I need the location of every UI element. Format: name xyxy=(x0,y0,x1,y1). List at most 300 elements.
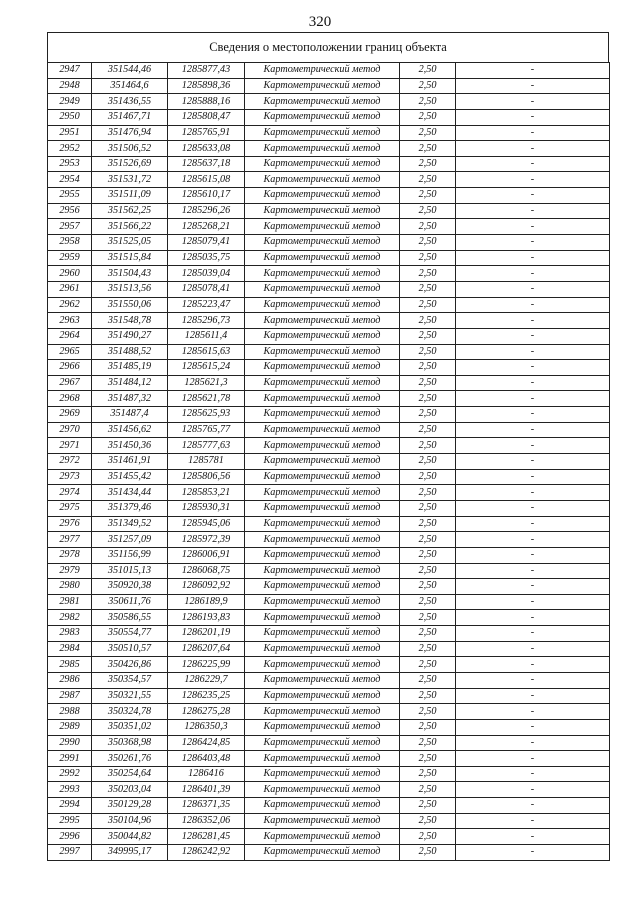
accuracy-cell: 2,50 xyxy=(400,109,456,125)
table-row xyxy=(48,328,610,344)
method-cell: Картометрический метод xyxy=(245,735,400,751)
method-cell: Картометрический метод xyxy=(245,109,400,125)
table-row xyxy=(48,454,610,470)
coordinate-y-cell: 1285615,24 xyxy=(168,360,245,376)
dash-cell: - xyxy=(456,250,610,266)
table-row xyxy=(48,563,610,579)
point-number-cell: 2978 xyxy=(48,547,92,563)
method-cell: Картометрический метод xyxy=(245,672,400,688)
point-number-cell: 2951 xyxy=(48,125,92,141)
coordinate-x-cell: 350611,76 xyxy=(92,594,168,610)
method-cell: Картометрический метод xyxy=(245,219,400,235)
method-cell: Картометрический метод xyxy=(245,313,400,329)
point-number-cell: 2971 xyxy=(48,438,92,454)
dash-cell: - xyxy=(456,610,610,626)
method-cell: Картометрический метод xyxy=(245,719,400,735)
coordinate-x-cell: 350044,82 xyxy=(92,829,168,845)
dash-cell: - xyxy=(456,688,610,704)
accuracy-cell: 2,50 xyxy=(400,766,456,782)
point-number-cell: 2956 xyxy=(48,203,92,219)
dash-cell: - xyxy=(456,532,610,548)
table-row xyxy=(48,626,610,642)
accuracy-cell: 2,50 xyxy=(400,547,456,563)
table-row xyxy=(48,219,610,235)
boundary-coordinates-sheet xyxy=(47,32,609,861)
dash-cell: - xyxy=(456,813,610,829)
point-number-cell: 2970 xyxy=(48,422,92,438)
coordinate-y-cell: 1285223,47 xyxy=(168,297,245,313)
coordinate-y-cell: 1285877,43 xyxy=(168,63,245,79)
method-cell: Картометрический метод xyxy=(245,547,400,563)
coordinate-x-cell: 351467,71 xyxy=(92,109,168,125)
coordinate-x-cell: 351349,52 xyxy=(92,516,168,532)
coordinate-x-cell: 351544,46 xyxy=(92,63,168,79)
point-number-cell: 2987 xyxy=(48,688,92,704)
accuracy-cell: 2,50 xyxy=(400,235,456,251)
dash-cell: - xyxy=(456,704,610,720)
table-row xyxy=(48,500,610,516)
point-number-cell: 2963 xyxy=(48,313,92,329)
coordinate-y-cell: 1285268,21 xyxy=(168,219,245,235)
table-row xyxy=(48,94,610,110)
accuracy-cell: 2,50 xyxy=(400,219,456,235)
dash-cell: - xyxy=(456,375,610,391)
method-cell: Картометрический метод xyxy=(245,626,400,642)
accuracy-cell: 2,50 xyxy=(400,485,456,501)
coordinate-x-cell: 350104,96 xyxy=(92,813,168,829)
point-number-cell: 2986 xyxy=(48,672,92,688)
accuracy-cell: 2,50 xyxy=(400,328,456,344)
method-cell: Картометрический метод xyxy=(245,63,400,79)
accuracy-cell: 2,50 xyxy=(400,407,456,423)
accuracy-cell: 2,50 xyxy=(400,172,456,188)
table-row xyxy=(48,407,610,423)
coordinate-x-cell: 351434,44 xyxy=(92,485,168,501)
dash-cell: - xyxy=(456,266,610,282)
coordinate-x-cell: 351476,94 xyxy=(92,125,168,141)
table-row xyxy=(48,250,610,266)
point-number-cell: 2958 xyxy=(48,235,92,251)
page-number: 320 xyxy=(308,14,332,30)
accuracy-cell: 2,50 xyxy=(400,422,456,438)
accuracy-cell: 2,50 xyxy=(400,469,456,485)
coordinate-x-cell: 350426,86 xyxy=(92,657,168,673)
method-cell: Картометрический метод xyxy=(245,422,400,438)
table-row xyxy=(48,281,610,297)
method-cell: Картометрический метод xyxy=(245,375,400,391)
method-cell: Картометрический метод xyxy=(245,94,400,110)
point-number-cell: 2968 xyxy=(48,391,92,407)
coordinate-x-cell: 349995,17 xyxy=(92,845,168,861)
point-number-cell: 2965 xyxy=(48,344,92,360)
dash-cell: - xyxy=(456,782,610,798)
point-number-cell: 2962 xyxy=(48,297,92,313)
table-row xyxy=(48,610,610,626)
dash-cell: - xyxy=(456,594,610,610)
table-row xyxy=(48,438,610,454)
dash-cell: - xyxy=(456,344,610,360)
coordinate-x-cell: 350324,78 xyxy=(92,704,168,720)
table-row xyxy=(48,391,610,407)
coordinate-y-cell: 1286424,85 xyxy=(168,735,245,751)
method-cell: Картометрический метод xyxy=(245,798,400,814)
dash-cell: - xyxy=(456,485,610,501)
point-number-cell: 2957 xyxy=(48,219,92,235)
accuracy-cell: 2,50 xyxy=(400,156,456,172)
accuracy-cell: 2,50 xyxy=(400,313,456,329)
coordinate-x-cell: 350203,04 xyxy=(92,782,168,798)
dash-cell: - xyxy=(456,672,610,688)
coordinate-x-cell: 350261,76 xyxy=(92,751,168,767)
coordinate-y-cell: 1285296,26 xyxy=(168,203,245,219)
coordinate-y-cell: 1285777,63 xyxy=(168,438,245,454)
point-number-cell: 2990 xyxy=(48,735,92,751)
table-row xyxy=(48,672,610,688)
method-cell: Картометрический метод xyxy=(245,563,400,579)
table-row xyxy=(48,156,610,172)
dash-cell: - xyxy=(456,94,610,110)
coordinate-x-cell: 351436,55 xyxy=(92,94,168,110)
dash-cell: - xyxy=(456,156,610,172)
coordinate-y-cell: 1285930,31 xyxy=(168,500,245,516)
method-cell: Картометрический метод xyxy=(245,766,400,782)
coordinate-x-cell: 350321,55 xyxy=(92,688,168,704)
table-row xyxy=(48,751,610,767)
table-row xyxy=(48,297,610,313)
method-cell: Картометрический метод xyxy=(245,297,400,313)
dash-cell: - xyxy=(456,516,610,532)
coordinate-x-cell: 351488,52 xyxy=(92,344,168,360)
accuracy-cell: 2,50 xyxy=(400,845,456,861)
dash-cell: - xyxy=(456,500,610,516)
table-row xyxy=(48,172,610,188)
table-row xyxy=(48,63,610,79)
coordinate-y-cell: 1286275,28 xyxy=(168,704,245,720)
coordinate-y-cell: 1286006,91 xyxy=(168,547,245,563)
coordinate-y-cell: 1285633,08 xyxy=(168,141,245,157)
method-cell: Картометрический метод xyxy=(245,845,400,861)
table-row xyxy=(48,313,610,329)
method-cell: Картометрический метод xyxy=(245,156,400,172)
coordinate-x-cell: 351562,25 xyxy=(92,203,168,219)
dash-cell: - xyxy=(456,328,610,344)
dash-cell: - xyxy=(456,563,610,579)
table-row xyxy=(48,719,610,735)
point-number-cell: 2993 xyxy=(48,782,92,798)
table-row xyxy=(48,203,610,219)
table-row xyxy=(48,109,610,125)
accuracy-cell: 2,50 xyxy=(400,266,456,282)
coordinates-table xyxy=(47,62,610,861)
accuracy-cell: 2,50 xyxy=(400,813,456,829)
table-row xyxy=(48,579,610,595)
coordinate-x-cell: 350920,38 xyxy=(92,579,168,595)
method-cell: Картометрический метод xyxy=(245,141,400,157)
method-cell: Картометрический метод xyxy=(245,407,400,423)
accuracy-cell: 2,50 xyxy=(400,516,456,532)
coordinate-x-cell: 351550,06 xyxy=(92,297,168,313)
coordinate-x-cell: 350368,98 xyxy=(92,735,168,751)
table-row xyxy=(48,516,610,532)
point-number-cell: 2982 xyxy=(48,610,92,626)
point-number-cell: 2950 xyxy=(48,109,92,125)
accuracy-cell: 2,50 xyxy=(400,297,456,313)
method-cell: Картометрический метод xyxy=(245,751,400,767)
coordinate-x-cell: 351515,84 xyxy=(92,250,168,266)
point-number-cell: 2977 xyxy=(48,532,92,548)
coordinate-y-cell: 1285615,08 xyxy=(168,172,245,188)
method-cell: Картометрический метод xyxy=(245,78,400,94)
coordinate-y-cell: 1286416 xyxy=(168,766,245,782)
method-cell: Картометрический метод xyxy=(245,344,400,360)
point-number-cell: 2952 xyxy=(48,141,92,157)
dash-cell: - xyxy=(456,657,610,673)
method-cell: Картометрический метод xyxy=(245,266,400,282)
coordinate-x-cell: 351511,09 xyxy=(92,188,168,204)
accuracy-cell: 2,50 xyxy=(400,719,456,735)
accuracy-cell: 2,50 xyxy=(400,563,456,579)
coordinate-y-cell: 1285610,17 xyxy=(168,188,245,204)
coordinate-x-cell: 350129,28 xyxy=(92,798,168,814)
dash-cell: - xyxy=(456,235,610,251)
table-row xyxy=(48,704,610,720)
table-row xyxy=(48,375,610,391)
dash-cell: - xyxy=(456,641,610,657)
accuracy-cell: 2,50 xyxy=(400,798,456,814)
dash-cell: - xyxy=(456,391,610,407)
method-cell: Картометрический метод xyxy=(245,235,400,251)
dash-cell: - xyxy=(456,203,610,219)
method-cell: Картометрический метод xyxy=(245,594,400,610)
accuracy-cell: 2,50 xyxy=(400,281,456,297)
coordinate-x-cell: 351566,22 xyxy=(92,219,168,235)
dash-cell: - xyxy=(456,766,610,782)
accuracy-cell: 2,50 xyxy=(400,375,456,391)
coordinate-x-cell: 350351,02 xyxy=(92,719,168,735)
dash-cell: - xyxy=(456,281,610,297)
method-cell: Картометрический метод xyxy=(245,782,400,798)
point-number-cell: 2979 xyxy=(48,563,92,579)
accuracy-cell: 2,50 xyxy=(400,657,456,673)
table-row xyxy=(48,766,610,782)
coordinate-y-cell: 1286193,83 xyxy=(168,610,245,626)
coordinate-y-cell: 1286401,39 xyxy=(168,782,245,798)
dash-cell: - xyxy=(456,438,610,454)
dash-cell: - xyxy=(456,579,610,595)
coordinate-x-cell: 351455,42 xyxy=(92,469,168,485)
coordinate-y-cell: 1285781 xyxy=(168,454,245,470)
coordinate-y-cell: 1285945,06 xyxy=(168,516,245,532)
dash-cell: - xyxy=(456,735,610,751)
dash-cell: - xyxy=(456,141,610,157)
method-cell: Картометрический метод xyxy=(245,188,400,204)
accuracy-cell: 2,50 xyxy=(400,672,456,688)
accuracy-cell: 2,50 xyxy=(400,500,456,516)
table-row xyxy=(48,657,610,673)
dash-cell: - xyxy=(456,125,610,141)
table-row xyxy=(48,813,610,829)
coordinate-y-cell: 1285625,93 xyxy=(168,407,245,423)
coordinate-y-cell: 1286350,3 xyxy=(168,719,245,735)
coordinate-y-cell: 1286403,48 xyxy=(168,751,245,767)
point-number-cell: 2959 xyxy=(48,250,92,266)
point-number-cell: 2955 xyxy=(48,188,92,204)
coordinate-y-cell: 1285078,41 xyxy=(168,281,245,297)
point-number-cell: 2992 xyxy=(48,766,92,782)
dash-cell: - xyxy=(456,719,610,735)
coordinate-y-cell: 1285806,56 xyxy=(168,469,245,485)
accuracy-cell: 2,50 xyxy=(400,610,456,626)
point-number-cell: 2949 xyxy=(48,94,92,110)
method-cell: Картометрический метод xyxy=(245,641,400,657)
coordinate-y-cell: 1285898,36 xyxy=(168,78,245,94)
dash-cell: - xyxy=(456,547,610,563)
accuracy-cell: 2,50 xyxy=(400,78,456,94)
table-row xyxy=(48,422,610,438)
coordinate-x-cell: 351257,09 xyxy=(92,532,168,548)
coordinate-y-cell: 1285615,63 xyxy=(168,344,245,360)
accuracy-cell: 2,50 xyxy=(400,63,456,79)
dash-cell: - xyxy=(456,188,610,204)
coordinate-y-cell: 1285621,78 xyxy=(168,391,245,407)
table-row xyxy=(48,188,610,204)
table-row xyxy=(48,141,610,157)
dash-cell: - xyxy=(456,297,610,313)
coordinate-y-cell: 1285808,47 xyxy=(168,109,245,125)
accuracy-cell: 2,50 xyxy=(400,125,456,141)
table-row xyxy=(48,469,610,485)
method-cell: Картометрический метод xyxy=(245,579,400,595)
accuracy-cell: 2,50 xyxy=(400,532,456,548)
point-number-cell: 2974 xyxy=(48,485,92,501)
coordinate-y-cell: 1286189,9 xyxy=(168,594,245,610)
coordinate-y-cell: 1285079,41 xyxy=(168,235,245,251)
coordinate-y-cell: 1286229,7 xyxy=(168,672,245,688)
point-number-cell: 2985 xyxy=(48,657,92,673)
coordinate-x-cell: 351548,78 xyxy=(92,313,168,329)
coordinate-x-cell: 351456,62 xyxy=(92,422,168,438)
method-cell: Картометрический метод xyxy=(245,328,400,344)
coordinate-y-cell: 1286201,19 xyxy=(168,626,245,642)
coordinate-x-cell: 350554,77 xyxy=(92,626,168,642)
coordinate-y-cell: 1285039,04 xyxy=(168,266,245,282)
table-row xyxy=(48,641,610,657)
method-cell: Картометрический метод xyxy=(245,125,400,141)
coordinate-y-cell: 1286225,99 xyxy=(168,657,245,673)
coordinate-x-cell: 351464,6 xyxy=(92,78,168,94)
point-number-cell: 2994 xyxy=(48,798,92,814)
dash-cell: - xyxy=(456,219,610,235)
coordinate-x-cell: 351531,72 xyxy=(92,172,168,188)
coordinates-table-body xyxy=(48,63,610,861)
point-number-cell: 2961 xyxy=(48,281,92,297)
table-row xyxy=(48,782,610,798)
method-cell: Картометрический метод xyxy=(245,704,400,720)
point-number-cell: 2988 xyxy=(48,704,92,720)
point-number-cell: 2996 xyxy=(48,829,92,845)
dash-cell: - xyxy=(456,798,610,814)
point-number-cell: 2972 xyxy=(48,454,92,470)
coordinate-x-cell: 351504,43 xyxy=(92,266,168,282)
coordinate-y-cell: 1286068,75 xyxy=(168,563,245,579)
point-number-cell: 2995 xyxy=(48,813,92,829)
table-row xyxy=(48,688,610,704)
coordinate-x-cell: 351015,13 xyxy=(92,563,168,579)
coordinate-x-cell: 351485,19 xyxy=(92,360,168,376)
accuracy-cell: 2,50 xyxy=(400,391,456,407)
coordinate-x-cell: 351156,99 xyxy=(92,547,168,563)
method-cell: Картометрический метод xyxy=(245,657,400,673)
point-number-cell: 2975 xyxy=(48,500,92,516)
coordinate-x-cell: 351379,46 xyxy=(92,500,168,516)
method-cell: Картометрический метод xyxy=(245,500,400,516)
dash-cell: - xyxy=(456,626,610,642)
dash-cell: - xyxy=(456,469,610,485)
point-number-cell: 2991 xyxy=(48,751,92,767)
accuracy-cell: 2,50 xyxy=(400,704,456,720)
point-number-cell: 2954 xyxy=(48,172,92,188)
point-number-cell: 2984 xyxy=(48,641,92,657)
accuracy-cell: 2,50 xyxy=(400,626,456,642)
accuracy-cell: 2,50 xyxy=(400,438,456,454)
accuracy-cell: 2,50 xyxy=(400,203,456,219)
coordinate-y-cell: 1285853,21 xyxy=(168,485,245,501)
accuracy-cell: 2,50 xyxy=(400,579,456,595)
coordinate-y-cell: 1285765,91 xyxy=(168,125,245,141)
point-number-cell: 2969 xyxy=(48,407,92,423)
table-row xyxy=(48,547,610,563)
dash-cell: - xyxy=(456,829,610,845)
accuracy-cell: 2,50 xyxy=(400,454,456,470)
table-row xyxy=(48,125,610,141)
coordinate-x-cell: 351487,4 xyxy=(92,407,168,423)
accuracy-cell: 2,50 xyxy=(400,360,456,376)
table-row xyxy=(48,78,610,94)
table-row xyxy=(48,845,610,861)
coordinate-y-cell: 1286281,45 xyxy=(168,829,245,845)
coordinate-x-cell: 350510,57 xyxy=(92,641,168,657)
method-cell: Картометрический метод xyxy=(245,360,400,376)
coordinate-x-cell: 351506,52 xyxy=(92,141,168,157)
table-row xyxy=(48,266,610,282)
coordinate-y-cell: 1286235,25 xyxy=(168,688,245,704)
dash-cell: - xyxy=(456,172,610,188)
coordinate-x-cell: 350586,55 xyxy=(92,610,168,626)
accuracy-cell: 2,50 xyxy=(400,94,456,110)
dash-cell: - xyxy=(456,407,610,423)
method-cell: Картометрический метод xyxy=(245,172,400,188)
accuracy-cell: 2,50 xyxy=(400,829,456,845)
point-number-cell: 2948 xyxy=(48,78,92,94)
point-number-cell: 2989 xyxy=(48,719,92,735)
point-number-cell: 2964 xyxy=(48,328,92,344)
method-cell: Картометрический метод xyxy=(245,469,400,485)
accuracy-cell: 2,50 xyxy=(400,141,456,157)
method-cell: Картометрический метод xyxy=(245,281,400,297)
dash-cell: - xyxy=(456,63,610,79)
point-number-cell: 2973 xyxy=(48,469,92,485)
coordinate-y-cell: 1285637,18 xyxy=(168,156,245,172)
accuracy-cell: 2,50 xyxy=(400,735,456,751)
method-cell: Картометрический метод xyxy=(245,813,400,829)
table-row xyxy=(48,360,610,376)
table-row xyxy=(48,344,610,360)
dash-cell: - xyxy=(456,360,610,376)
point-number-cell: 2953 xyxy=(48,156,92,172)
coordinate-y-cell: 1285611,4 xyxy=(168,328,245,344)
coordinate-x-cell: 350254,64 xyxy=(92,766,168,782)
coordinate-y-cell: 1285765,77 xyxy=(168,422,245,438)
